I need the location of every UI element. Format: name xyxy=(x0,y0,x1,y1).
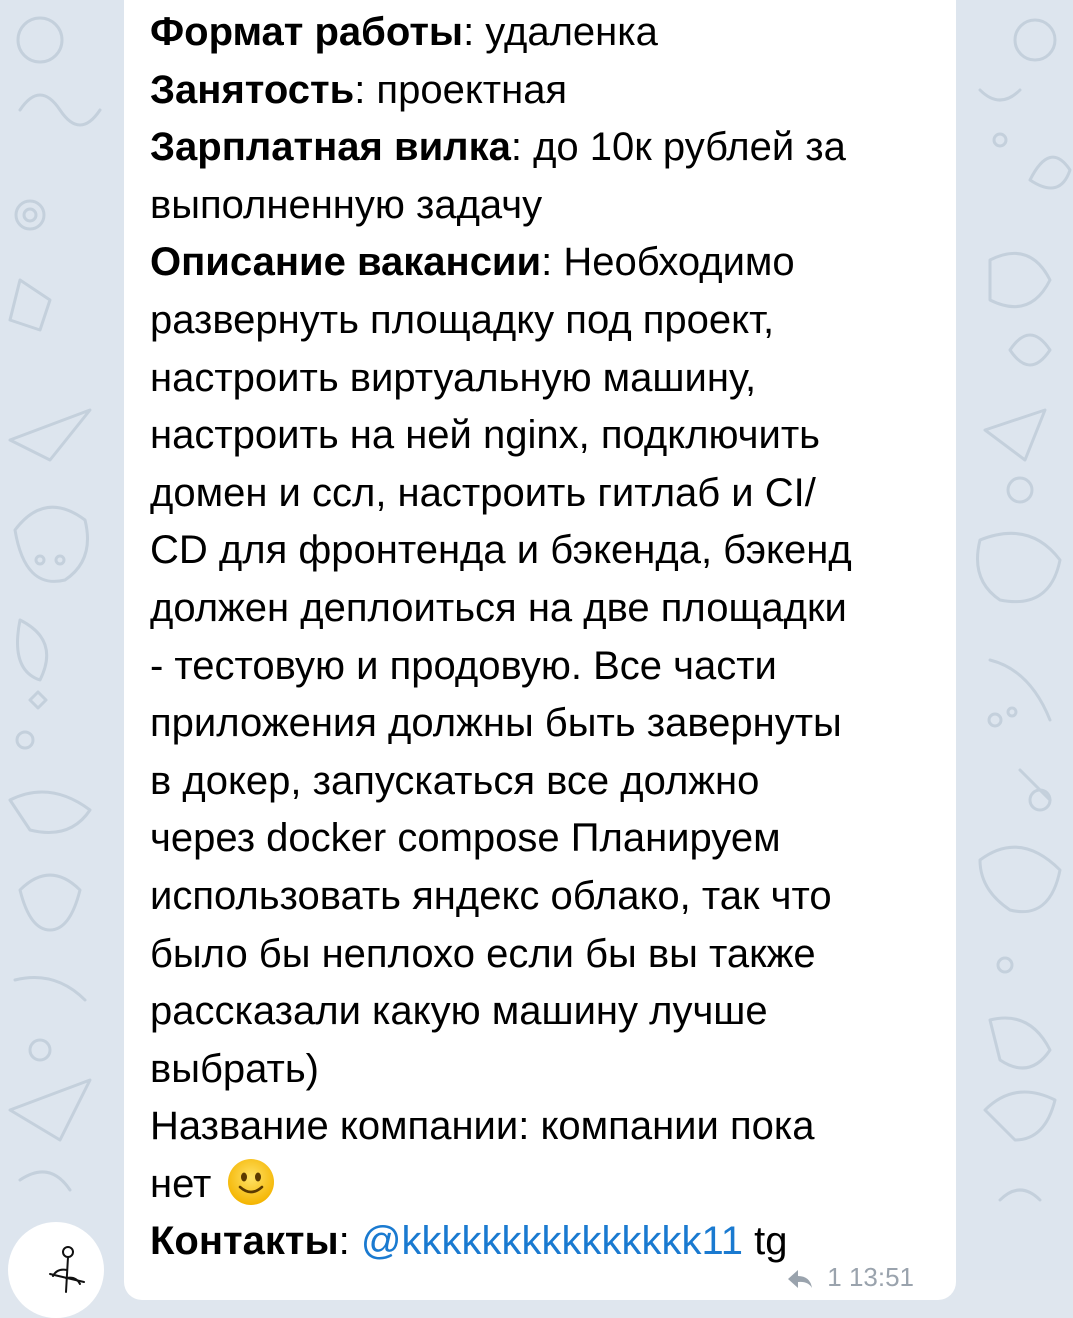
slightly-smiling-face-emoji xyxy=(226,1157,276,1207)
salary-value-continued: выполненную задачу xyxy=(150,182,543,227)
work-format-label: Формат работы xyxy=(150,10,464,54)
description-line: через docker compose Планируем xyxy=(150,816,781,861)
description-line: - тестовую и продовую. Все части xyxy=(150,643,777,688)
share-arrow-icon xyxy=(786,1268,814,1290)
company-line: Название компании: компании пока xyxy=(150,1104,815,1149)
description-line: использовать яндекс облако, так что xyxy=(150,873,832,918)
contacts-suffix: tg xyxy=(743,1219,788,1264)
description-line: приложения должны быть завернуты xyxy=(150,701,842,746)
description-line: было бы неплохо если бы вы также xyxy=(150,931,816,976)
description-line: настроить виртуальную машину, xyxy=(150,355,757,400)
company-value: нет xyxy=(150,1161,212,1206)
contacts-username-link[interactable]: @kkkkkkkkkkkkkkk11 xyxy=(360,1219,743,1264)
contacts-label: Контакты xyxy=(150,1219,339,1264)
description-line: развернуть площадку под проект, xyxy=(150,297,775,342)
salary-label: Зарплатная вилка xyxy=(150,125,511,170)
field-employment xyxy=(150,62,940,120)
description-line: в докер, запускаться все должно xyxy=(150,758,760,803)
field-work-format xyxy=(150,4,940,62)
description-line: настроить на ней nginx, подключить xyxy=(150,413,820,458)
work-format-value: : удаленка xyxy=(463,10,658,54)
description-line: домен и ссл, настроить гитлаб и CI/ xyxy=(150,470,816,515)
description-line: CD для фронтенда и бэкенда, бэкенд xyxy=(150,528,852,573)
message-time: 13:51 xyxy=(848,1262,915,1292)
description-line: должен деплоиться на две площадки xyxy=(150,585,847,630)
description-line: рассказали какую машину лучше xyxy=(150,989,768,1034)
flower-avatar xyxy=(8,1222,104,1318)
field-description xyxy=(150,234,940,292)
company-line-continued xyxy=(150,1156,940,1214)
salary-value: : до 10к рублей за xyxy=(510,125,846,170)
employment-value: : проектная xyxy=(354,67,568,112)
contacts-separator: : xyxy=(338,1219,361,1264)
field-salary xyxy=(150,119,940,177)
employment-label: Занятость xyxy=(150,67,355,112)
description-line: выбрать) xyxy=(150,1046,320,1091)
description-label: Описание вакансии xyxy=(150,240,542,285)
views-count: 1 xyxy=(827,1262,842,1292)
message-meta xyxy=(786,1262,914,1293)
sender-avatar[interactable] xyxy=(8,1222,104,1318)
message-text xyxy=(150,4,940,1271)
description-value: : Необходимо xyxy=(541,240,795,285)
